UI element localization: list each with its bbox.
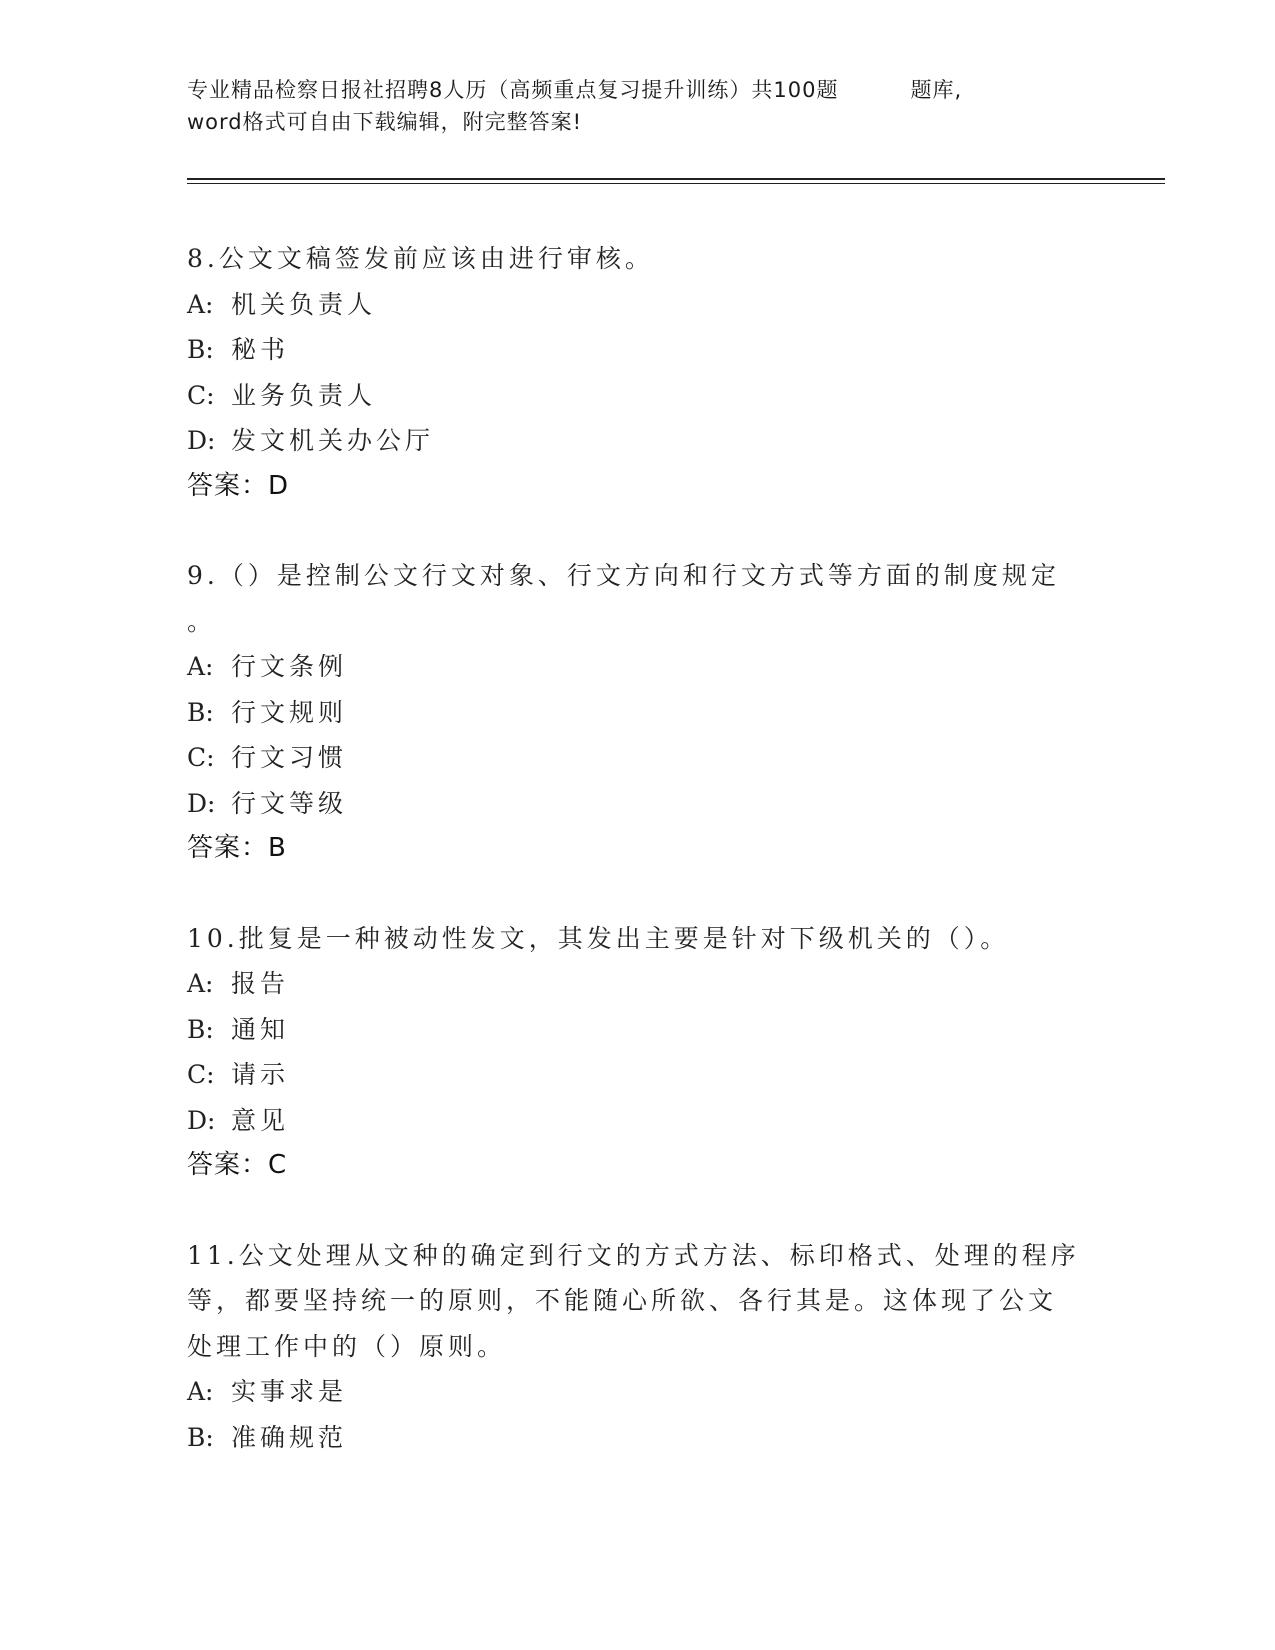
option-c xyxy=(187,373,1087,419)
option-text: 发文机关办公厅 xyxy=(231,426,435,455)
question-stem-line-1: 11.公文处理从文种的确定到行文的方式方法、标印格式、处理的程序 xyxy=(187,1240,1080,1270)
option-label: D: xyxy=(187,1105,216,1135)
header-divider-thick xyxy=(187,178,1165,180)
question-9 xyxy=(187,553,1087,872)
document-header xyxy=(187,74,1087,138)
answer: 答案：D xyxy=(187,470,290,501)
option-label: B: xyxy=(187,697,214,727)
header-title-suffix: 题库, xyxy=(910,78,963,102)
question-stem-line-2: 等，都要坚持统一的原则，不能随心所欲、各行其是。这体现了公文 xyxy=(187,1286,1058,1315)
answer: 答案：B xyxy=(187,833,287,863)
option-label: B: xyxy=(187,1014,214,1044)
option-label: D: xyxy=(187,426,216,455)
option-text: 行文条例 xyxy=(231,652,348,681)
question-10 xyxy=(187,916,1087,1189)
option-c xyxy=(187,1052,1087,1098)
option-text: 实事求是 xyxy=(231,1377,348,1406)
option-d xyxy=(187,1098,1087,1144)
header-line-2: word格式可自由下载编辑，附完整答案! xyxy=(187,110,583,134)
option-a xyxy=(187,961,1087,1007)
option-label: B: xyxy=(187,1422,214,1452)
option-label: A: xyxy=(187,652,214,681)
question-list xyxy=(187,236,1087,1504)
option-text: 行文规则 xyxy=(231,697,348,727)
header-line-1 xyxy=(187,74,1087,106)
question-11 xyxy=(187,1233,1087,1461)
option-label: B: xyxy=(187,335,214,364)
header-title: 专业精品检察日报社招聘8人历（高频重点复习提升训练）共100题 xyxy=(187,78,839,102)
option-label: D: xyxy=(187,788,216,818)
option-label: C: xyxy=(187,743,215,772)
option-b xyxy=(187,1007,1087,1053)
option-label: A: xyxy=(187,1377,214,1406)
option-text: 机关负责人 xyxy=(231,289,377,319)
question-stem-line-1: 9.（）是控制公文行文对象、行文方向和行文方式等方面的制度规定 xyxy=(187,561,1060,590)
option-a xyxy=(187,644,1087,690)
option-text: 意见 xyxy=(231,1105,290,1135)
option-text: 报告 xyxy=(231,969,290,998)
question-8 xyxy=(187,236,1087,509)
option-label: C: xyxy=(187,380,215,410)
option-d xyxy=(187,781,1087,827)
question-stem: 8.公文文稿签发前应该由进行审核。 xyxy=(187,244,654,273)
option-label: A: xyxy=(187,289,214,319)
question-stem: 10.批复是一种被动性发文，其发出主要是针对下级机关的（）。 xyxy=(187,923,1010,953)
option-text: 通知 xyxy=(231,1014,290,1044)
answer: 答案：C xyxy=(187,1150,288,1180)
option-text: 秘书 xyxy=(231,335,290,364)
option-a xyxy=(187,1369,1087,1415)
option-text: 准确规范 xyxy=(231,1422,348,1452)
option-a xyxy=(187,282,1087,328)
option-label: A: xyxy=(187,969,214,998)
header-divider-thin xyxy=(187,183,1165,184)
option-d xyxy=(187,418,1087,464)
option-b xyxy=(187,690,1087,736)
option-text: 业务负责人 xyxy=(231,380,377,410)
option-label: C: xyxy=(187,1060,215,1089)
option-c xyxy=(187,735,1087,781)
option-b xyxy=(187,327,1087,373)
option-b xyxy=(187,1415,1087,1461)
option-text: 行文等级 xyxy=(231,788,348,818)
option-text: 行文习惯 xyxy=(231,743,348,772)
question-stem-line-3: 处理工作中的（）原则。 xyxy=(187,1331,507,1361)
option-text: 请示 xyxy=(231,1060,290,1089)
question-stem-line-2: 。 xyxy=(187,606,217,636)
